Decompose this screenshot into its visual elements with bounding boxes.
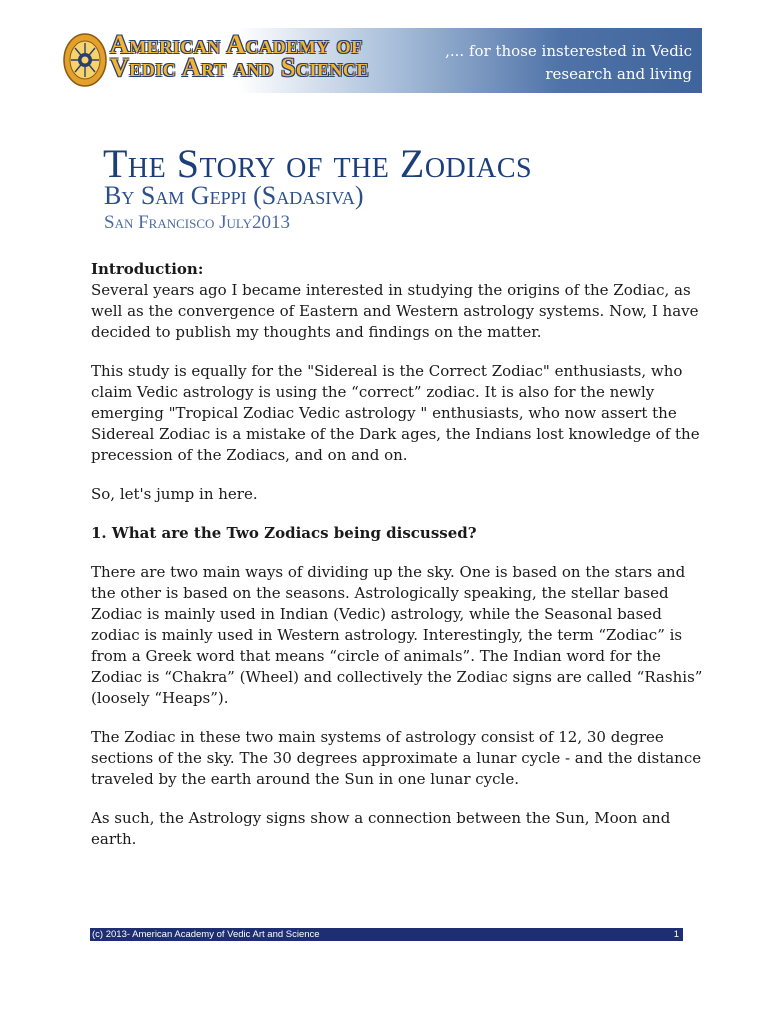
intro-heading: Introduction:	[91, 260, 204, 278]
academy-logo-icon	[62, 32, 108, 88]
transition-paragraph: So, let's jump in here.	[91, 485, 258, 503]
page-number: 1	[673, 929, 679, 940]
audience-paragraph: This study is equally for the "Sidereal is the Correct Zodiac" enthusiasts, who claim Vedic astrology is using the “correct” zodiac. It is also for the newly emerging "Tropical Zodiac Vedic astrology " enthusiasts, who now assert the Sidereal Zodiac is a mistake of the Dark ages, the Indians lost knowledge of the precession of the Zodiacs, and on and on.	[91, 362, 700, 464]
organization-name	[110, 30, 369, 82]
section-1-heading: 1. What are the Two Zodiacs being discussed?	[91, 524, 477, 542]
document-body	[91, 259, 711, 868]
footer-copyright: (c) 2013- American Academy of Vedic Art and Science	[92, 929, 320, 940]
zodiac-sections-paragraph: The Zodiac in these two main systems of astrology consist of 12, 30 degree sections of the sky. The 30 degrees approximate a lunar cycle - and the distance traveled by the earth around the Sun in one lunar cycle.	[91, 728, 702, 788]
intro-paragraph	[91, 259, 711, 343]
tagline-line2: research and living	[545, 65, 692, 83]
footer-band	[90, 928, 683, 941]
document-place-date: San Francisco July2013	[104, 212, 290, 233]
document-byline: By Sam Geppi (Sadasiva)	[104, 181, 364, 210]
org-name-line2: Vedic Art and Science	[110, 53, 369, 82]
document-title: The Story of the Zodiacs	[103, 141, 533, 186]
intro-text: Several years ago I became interested in studying the origins of the Zodiac, as well as the convergence of Eastern and Western astrology systems. Now, I have decided to publish my thoughts and findings on the matter.	[91, 281, 699, 341]
org-name-line1: American Academy of	[110, 30, 363, 59]
tagline-line1: ,... for those insterested in Vedic	[445, 42, 692, 60]
connection-paragraph: As such, the Astrology signs show a connection between the Sun, Moon and earth.	[91, 809, 671, 848]
header-tagline	[392, 40, 692, 86]
two-zodiacs-paragraph: There are two main ways of dividing up the sky. One is based on the stars and the other is based on the seasons. Astrologically speaking, the stellar based Zodiac is mainly used in Indian (Vedic) astrology, while the Seasonal based zodiac is mainly used in Western astrology. Interestingly, the term “Zodiac” is from a Greek word that means “circle of animals”. The Indian word for the Zodiac is “Chakra” (Wheel) and collectively the Zodiac signs are called “Rashis” (loosely “Heaps”).	[91, 563, 703, 707]
